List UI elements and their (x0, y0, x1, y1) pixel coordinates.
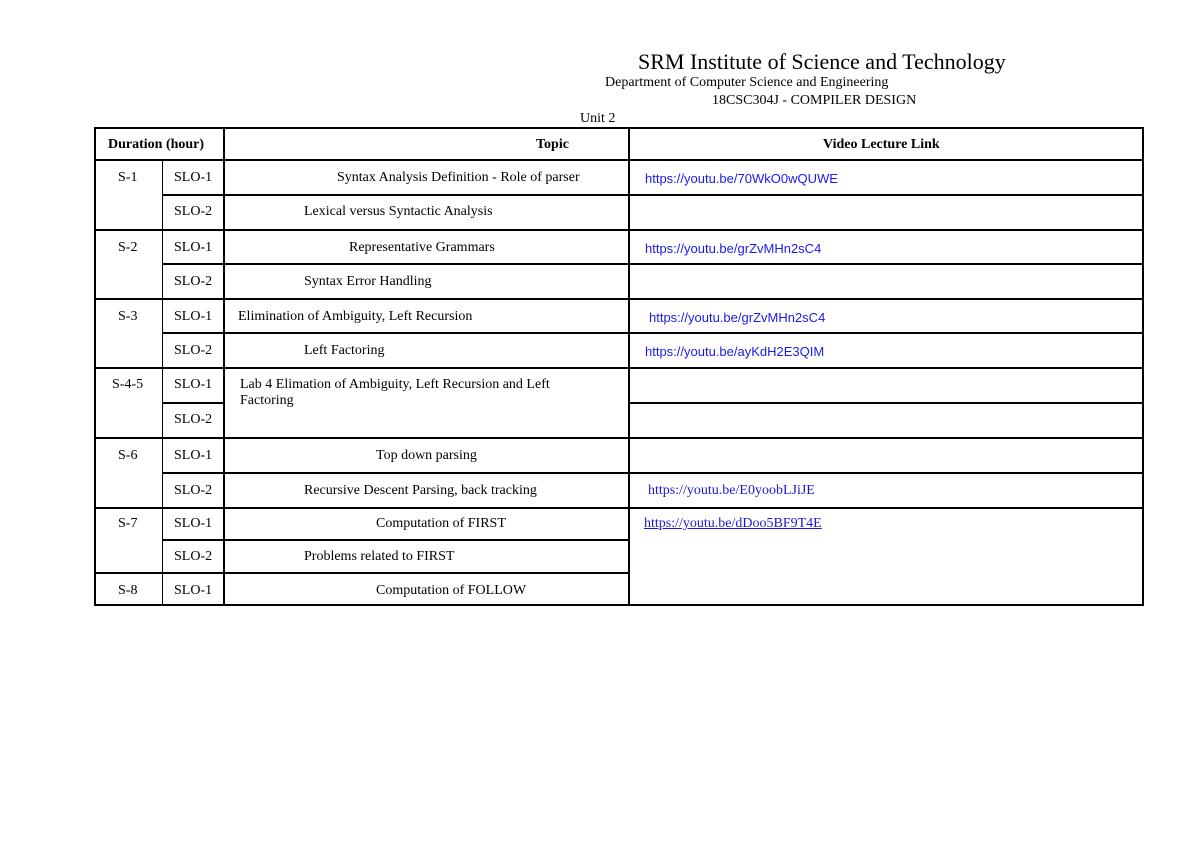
course-code: 18CSC304J - COMPILER DESIGN (712, 93, 917, 108)
video-link[interactable]: https://youtu.be/70WkO0wQUWE (645, 171, 838, 186)
slo-label: SLO-1 (174, 240, 213, 255)
slo-label: SLO-1 (174, 516, 213, 531)
slo-label: SLO-1 (174, 448, 213, 463)
topic-text: Syntax Error Handling (304, 274, 432, 289)
slo-label: SLO-2 (174, 549, 213, 564)
header-video-link: Video Lecture Link (823, 137, 940, 152)
row-divider-s45 (94, 367, 1144, 369)
topic-text: Elimination of Ambiguity, Left Recursion (238, 309, 473, 324)
row-divider-s7 (94, 507, 1144, 509)
slo-divider-s45-slo (162, 402, 224, 404)
slo-label: SLO-1 (174, 583, 213, 598)
topic-text: Computation of FOLLOW (376, 583, 527, 598)
topic-text: Syntax Analysis Definition - Role of parser (337, 170, 580, 185)
session-label: S-3 (118, 309, 138, 324)
session-label: S-1 (118, 170, 138, 185)
topic-text: Top down parsing (376, 448, 477, 463)
slo-divider-s3 (162, 332, 1144, 334)
header-duration: Duration (hour) (108, 137, 205, 152)
unit-label: Unit 2 (580, 111, 616, 126)
session-label: S-2 (118, 240, 138, 255)
slo-divider-s7 (162, 539, 629, 541)
topic-text: Computation of FIRST (376, 516, 506, 531)
video-link[interactable]: https://youtu.be/grZvMHn2sC4 (649, 310, 826, 325)
slo-label: SLO-1 (174, 309, 213, 324)
department-name: Department of Computer Science and Engineering (605, 75, 889, 90)
slo-divider-s1 (162, 194, 1144, 196)
table-border-top (94, 127, 1144, 129)
slo-divider-s6 (162, 472, 1144, 474)
video-link[interactable]: https://youtu.be/grZvMHn2sC4 (645, 241, 822, 256)
topic-text: Left Factoring (304, 343, 385, 358)
video-link[interactable]: https://youtu.be/E0yoobLJiJE (648, 483, 815, 498)
row-divider-s3 (94, 298, 1144, 300)
header-topic: Topic (536, 137, 569, 152)
row-divider-s6 (94, 437, 1144, 439)
topic-text: Lab 4 Elimation of Ambiguity, Left Recursion and Left Factoring (240, 377, 550, 408)
slo-label: SLO-2 (174, 274, 213, 289)
row-divider-s8 (94, 572, 629, 574)
table-border-bottom (94, 604, 1144, 606)
slo-label: SLO-2 (174, 412, 213, 427)
institution-title: SRM Institute of Science and Technology (638, 49, 1006, 74)
session-label: S-6 (118, 448, 138, 463)
row-divider-s2 (94, 229, 1144, 231)
session-label: S-4-5 (112, 377, 144, 392)
slo-label: SLO-2 (174, 483, 213, 498)
topic-text: Lexical versus Syntactic Analysis (304, 204, 493, 219)
slo-divider-s45-link (628, 402, 1144, 404)
slo-label: SLO-1 (174, 170, 213, 185)
topic-text: Recursive Descent Parsing, back tracking (304, 483, 537, 498)
slo-label: SLO-1 (174, 377, 213, 392)
session-label: S-8 (118, 583, 138, 598)
slo-divider-s2 (162, 263, 1144, 265)
slo-label: SLO-2 (174, 343, 213, 358)
topic-text: Problems related to FIRST (304, 549, 455, 564)
video-link[interactable]: https://youtu.be/dDoo5BF9T4E (644, 516, 822, 531)
video-link[interactable]: https://youtu.be/ayKdH2E3QIM (645, 344, 825, 359)
topic-text: Representative Grammars (349, 240, 495, 255)
slo-label: SLO-2 (174, 204, 213, 219)
row-divider-header (94, 159, 1144, 161)
session-label: S-7 (118, 516, 138, 531)
